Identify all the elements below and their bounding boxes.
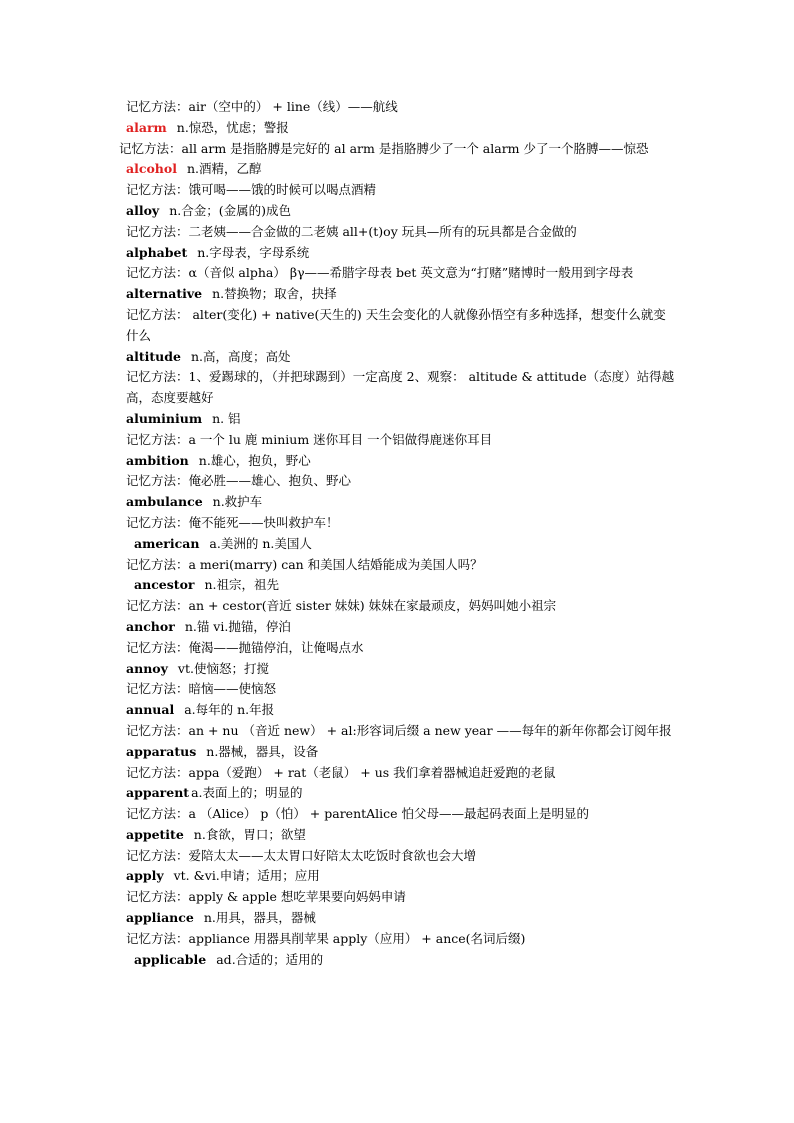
definition: n.高，高度；高处 — [190, 348, 291, 364]
headword: annoy — [126, 660, 168, 676]
headword: ancestor — [134, 577, 195, 593]
memory-note: 记忆方法：an + cestor(音近 sister 妹妹) 妹妹在家最顽皮，妈妈叫她小祖宗 — [126, 598, 557, 614]
memory-note: 记忆方法：a 一个 lu 鹿 minium 迷你耳目 一个铝做得鹿迷你耳目 — [126, 431, 493, 447]
headword: alphabet — [126, 244, 188, 260]
headword: appetite — [126, 826, 184, 842]
headword: alcohol — [126, 161, 177, 177]
definition: vt. &vi.申请；适用；应用 — [173, 868, 320, 884]
headword: anchor — [126, 618, 175, 634]
entry-alternative — [126, 284, 678, 305]
definition: n.字母表，字母系统 — [197, 244, 310, 260]
entry-ambulance — [126, 492, 678, 513]
definition: n.食欲，胃口；欲望 — [193, 826, 306, 842]
headword: altitude — [126, 348, 181, 364]
entry-apply — [126, 866, 678, 887]
headword: appliance — [126, 910, 194, 926]
headword: apply — [126, 868, 164, 884]
memory-note: 记忆方法：俺不能死——快叫救护车！ — [126, 514, 339, 530]
entry-alloy — [126, 201, 678, 222]
memory-note: 记忆方法：爱陪太太——太太胃口好陪太太吃饭时食欲也会大增 — [126, 847, 477, 863]
headword: apparatus — [126, 743, 197, 759]
entry-ambition — [126, 451, 678, 472]
memory-note: 记忆方法：appliance 用器具削苹果 apply（应用） + ance(名词后缀) — [126, 930, 526, 946]
entry-applicable — [126, 950, 678, 971]
memory-note: 记忆方法：饿可喝——饿的时候可以喝点酒精 — [126, 182, 377, 198]
memory-note: 记忆方法：二老姨——合金做的二老姨 all+(t)oy 玩具—所有的玩具都是合金做的 — [126, 223, 577, 239]
definition: n.祖宗，祖先 — [204, 577, 280, 593]
memory-note: 记忆方法：1、爱踢球的，（并把球踢到）一定高度 2、观察： altitude & attitude（态度）站得越高，态度要越好 — [126, 369, 675, 406]
definition: n.惊恐，忧虑；警报 — [176, 119, 289, 135]
entry-ancestor — [126, 575, 678, 596]
entry-alcohol — [126, 159, 678, 180]
memory-note: 记忆方法：all arm 是指胳膊是完好的 al arm 是指胳膊少了一个 alarm 少了一个胳膊——惊恐 — [119, 140, 649, 156]
headword: aluminium — [126, 410, 203, 426]
memory-note: 记忆方法：a （Alice） p（怕） + parentAlice 怕父母——最起码表面上是明显的 — [126, 806, 590, 822]
headword: applicable — [134, 951, 207, 967]
entry-alphabet — [126, 243, 678, 264]
definition: ad.合适的；适用的 — [216, 951, 324, 967]
vocabulary-list — [119, 97, 678, 970]
headword: alternative — [126, 286, 203, 302]
definition: a.表面上的；明显的 — [191, 785, 303, 801]
memory-note: 记忆方法：a meri(marry) can 和美国人结婚能成为美国人吗？ — [126, 556, 483, 572]
entry-american — [126, 534, 678, 555]
entry-aluminium — [126, 409, 678, 430]
memory-note: 记忆方法：air（空中的） + line（线）——航线 — [126, 99, 398, 114]
entry-apparatus — [126, 742, 678, 763]
memory-note: 记忆方法：暗恼——使恼怒 — [126, 681, 277, 697]
memory-note: 记忆方法：俺必胜——雄心、抱负、野心 — [126, 473, 352, 489]
definition: n. 铝 — [212, 410, 241, 426]
entry-altitude — [126, 347, 678, 368]
entry-alarm — [126, 118, 678, 139]
definition: a.美洲的 n.美国人 — [209, 535, 312, 551]
memory-note: 记忆方法：appa（爱跑） + rat（老鼠） + us 我们拿着器械追赶爱跑的老鼠 — [126, 764, 556, 780]
memory-note: 记忆方法： alter(变化) + native(天生的) 天生会变化的人就像孙悟空有多种选择，想变什么就变什么 — [126, 306, 666, 343]
definition: n.雄心，抱负，野心 — [198, 452, 311, 468]
memory-note: 记忆方法：α（音似 alpha） βγ——希腊字母表 bet 英文意为“打赌”赌博时一般用到字母表 — [126, 265, 634, 281]
definition: n.合金；(金属的)成色 — [169, 202, 291, 218]
memory-note: 记忆方法：an + nu （音近 new） + al:形容词后缀 a new year ——每年的新年你都会订阅年报 — [126, 722, 672, 738]
definition: n.锚 vi.抛锚，停泊 — [184, 618, 291, 634]
headword: alarm — [126, 119, 167, 135]
entry-annual — [126, 700, 678, 721]
definition: n.用具，器具，器械 — [203, 910, 316, 926]
headword: annual — [126, 702, 175, 718]
definition: n.酒精，乙醇 — [186, 161, 262, 177]
entry-appetite — [126, 825, 678, 846]
definition: a.每年的 n.年报 — [184, 702, 275, 718]
entry-appliance — [126, 908, 678, 929]
entry-anchor — [126, 617, 678, 638]
definition: n.器械，器具，设备 — [206, 743, 319, 759]
memory-note: 记忆方法：俺渴——抛锚停泊，让俺喝点水 — [126, 639, 364, 655]
headword: apparent — [126, 785, 190, 801]
definition: n.救护车 — [212, 494, 263, 510]
headword: ambulance — [126, 494, 203, 510]
definition: n.替换物；取舍，抉择 — [212, 286, 337, 302]
headword: alloy — [126, 202, 160, 218]
entry-annoy — [126, 659, 678, 680]
headword: american — [134, 535, 200, 551]
memory-note: 记忆方法：apply & apple 想吃苹果要向妈妈申请 — [126, 889, 406, 905]
definition: vt.使恼怒；打搅 — [177, 660, 269, 676]
headword: ambition — [126, 452, 189, 468]
entry-apparent — [126, 783, 678, 804]
